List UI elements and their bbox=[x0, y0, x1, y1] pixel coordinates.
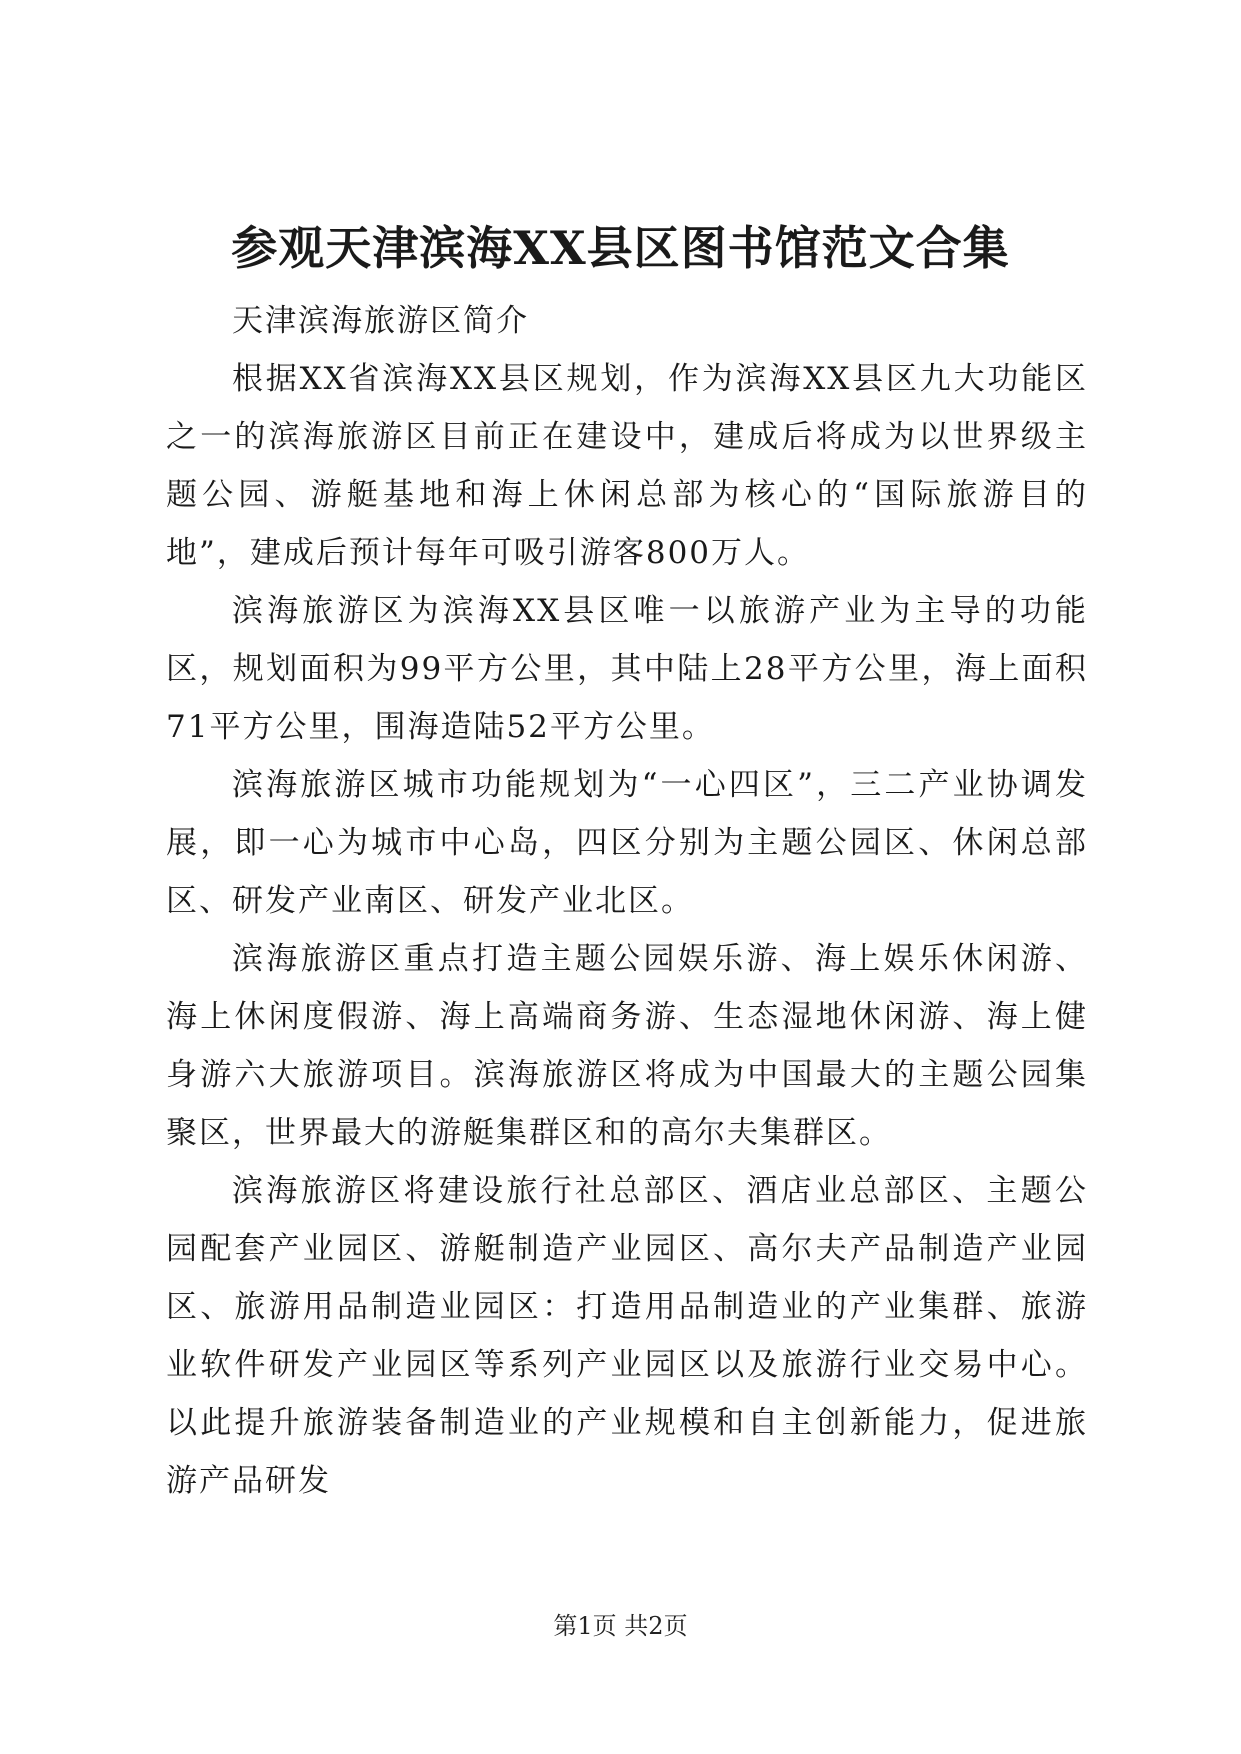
document-title: 参观天津滨海XX县区图书馆范文合集 bbox=[231, 221, 1010, 275]
document-body bbox=[166, 292, 1088, 1510]
paragraph-heading: 天津滨海旅游区简介 bbox=[232, 303, 529, 339]
paragraph: 根据XX省滨海XX县区规划，作为滨海XX县区九大功能区之一的滨海旅游区目前正在建设中，建成后将成为以世界级主题公园、游艇基地和海上休闲总部为核心的“国际旅游目的地”，建成后预计每年可吸引游客800万人。 bbox=[166, 361, 1088, 571]
paragraph: 滨海旅游区将建设旅行社总部区、酒店业总部区、主题公园配套产业园区、游艇制造产业园区、高尔夫产品制造产业园区、旅游用品制造业园区：打造用品制造业的产业集群、旅游业软件研发产业园区等系列产业园区以及旅游行业交易中心。以此提升旅游装备制造业的产业规模和自主创新能力，促进旅游产品研发 bbox=[166, 1173, 1088, 1499]
paragraph: 滨海旅游区重点打造主题公园娱乐游、海上娱乐休闲游、海上休闲度假游、海上高端商务游、生态湿地休闲游、海上健身游六大旅游项目。滨海旅游区将成为中国最大的主题公园集聚区，世界最大的游艇集群区和的高尔夫集群区。 bbox=[166, 941, 1088, 1151]
page-number-footer: 第1页 共2页 bbox=[553, 1612, 688, 1640]
paragraph: 滨海旅游区城市功能规划为“一心四区”，三二产业协调发展，即一心为城市中心岛，四区分别为主题公园区、休闲总部区、研发产业南区、研发产业北区。 bbox=[166, 767, 1088, 919]
paragraph: 滨海旅游区为滨海XX县区唯一以旅游产业为主导的功能区，规划面积为99平方公里，其中陆上28平方公里，海上面积71平方公里，围海造陆52平方公里。 bbox=[166, 593, 1088, 745]
